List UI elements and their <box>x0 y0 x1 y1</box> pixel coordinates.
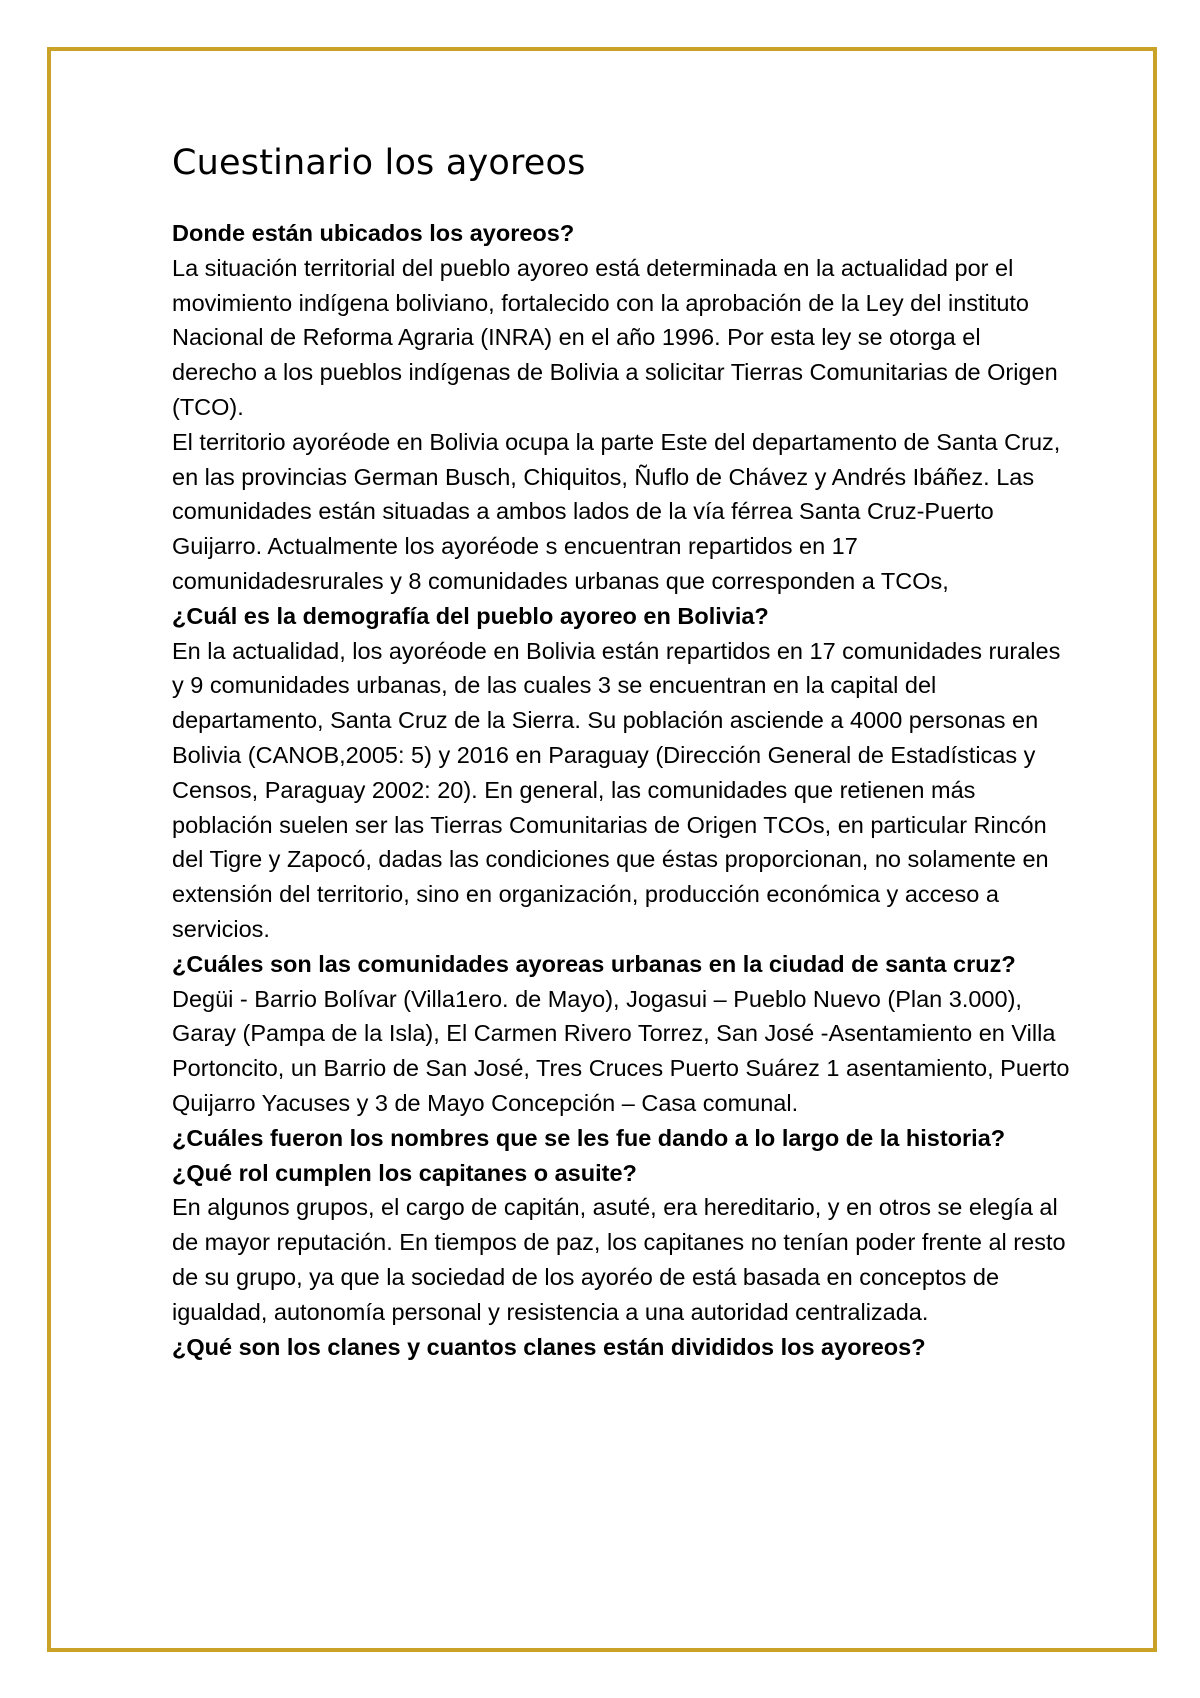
question-comunidades-urbanas: ¿Cuáles son las comunidades ayoreas urbanas en la ciudad de santa cruz? <box>172 950 1016 977</box>
question-capitanes: ¿Qué rol cumplen los capitanes o asuite? <box>172 1159 637 1186</box>
answer-ubicacion-territorio: El territorio ayoréode en Bolivia ocupa la parte Este del departamento de Santa Cruz, en las provincias German Busch, Chiquitos, Ñuflo de Chávez y Andrés Ibáñez. Las comunidades están situadas a ambos lados de la vía férrea Santa Cruz-Puerto Guijarro. Actualmente los ayoréode s encuentran repartidos en 17 comunidadesrurales y 8 comunidades urbanas que corresponden a TCOs, <box>172 428 1061 594</box>
question-clanes: ¿Qué son los clanes y cuantos clanes están divididos los ayoreos? <box>172 1333 926 1360</box>
question-nombres-historia: ¿Cuáles fueron los nombres que se les fue dando a lo largo de la historia? <box>172 1124 1006 1151</box>
document-body <box>172 216 1072 1364</box>
answer-comunidades-urbanas: Degüi - Barrio Bolívar (Villa1ero. de Mayo), Jogasui – Pueblo Nuevo (Plan 3.000), Garay (Pampa de la Isla), El Carmen Rivero Torrez, San José -Asentamiento en Villa Portoncito, un Barrio de San José, Tres Cruces Puerto Suárez 1 asentamiento, Puerto Quijarro Yacuses y 3 de Mayo Concepción – Casa comunal. <box>172 985 1070 1116</box>
answer-demografia: En la actualidad, los ayoréode en Bolivia están repartidos en 17 comunidades rurales y 9 comunidades urbanas, de las cuales 3 se encuentran en la capital del departamento, Santa Cruz de la Sierra. Su población asciende a 4000 personas en Bolivia (CANOB,2005: 5) y 2016 en Paraguay (Dirección General de Estadísticas y Censos, Paraguay 2002: 20). En general, las comunidades que retienen más población suelen ser las Tierras Comunitarias de Origen TCOs, en particular Rincón del Tigre y Zapocó, dadas las condiciones que éstas proporcionan, no solamente en extensión del territorio, sino en organización, producción económica y acceso a servicios. <box>172 637 1061 942</box>
page-title: Cuestinario los ayoreos <box>172 143 586 183</box>
document-content <box>172 138 1072 1364</box>
question-ubicacion: Donde están ubicados los ayoreos? <box>172 220 575 246</box>
question-demografia: ¿Cuál es la demografía del pueblo ayoreo en Bolivia? <box>172 602 769 629</box>
answer-ubicacion-situacion: La situación territorial del pueblo ayoreo está determinada en la actualidad por el movimiento indígena boliviano, fortalecido con la aprobación de la Ley del instituto Nacional de Reforma Agraria (INRA) en el año 1996. Por esta ley se otorga el derecho a los pueblos indígenas de Bolivia a solicitar Tierras Comunitarias de Origen (TCO). <box>172 254 1058 420</box>
answer-capitanes: En algunos grupos, el cargo de capitán, asuté, era hereditario, y en otros se elegía al de mayor reputación. En tiempos de paz, los capitanes no tenían poder frente al resto de su grupo, ya que la sociedad de los ayoréo de está basada en conceptos de igualdad, autonomía personal y resistencia a una autoridad centralizada. <box>172 1194 1066 1325</box>
